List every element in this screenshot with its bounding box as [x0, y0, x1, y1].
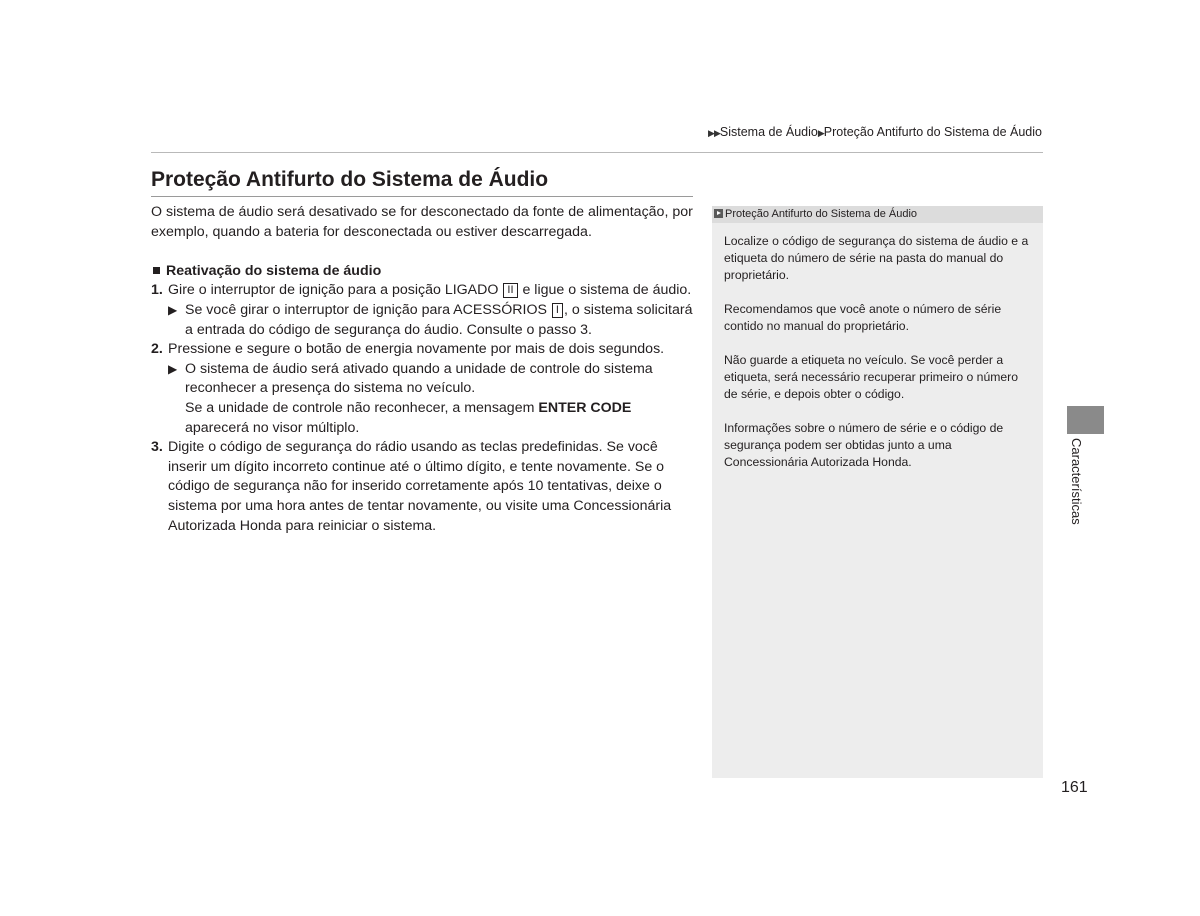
step-3	[151, 438, 696, 536]
step-2	[151, 340, 696, 438]
sidebar-paragraph: Informações sobre o número de série e o código de segurança podem ser obtidas junto a uma Concessionária Autorizada Honda.	[724, 421, 1004, 469]
enter-code-message: ENTER CODE	[538, 399, 632, 416]
ignition-accessory-key-icon: I	[552, 303, 563, 318]
step-note	[168, 301, 696, 340]
step-note-continuation	[168, 399, 696, 438]
step-text: Gire o interruptor de ignição para a posição LIGADO	[168, 282, 499, 299]
step-text: Pressione e segure o botão de energia novamente por mais de dois segundos.	[168, 341, 665, 358]
breadcrumb-item-audio-system[interactable]: Sistema de Áudio	[719, 125, 818, 139]
reference-arrow-icon	[714, 209, 723, 218]
ignition-on-key-icon: II	[503, 283, 517, 298]
page-number: 161	[1061, 779, 1088, 796]
sidebar-paragraph: Não guarde a etiqueta no veículo. Se você perder a etiqueta, será necessário recuperar primeiro o número de série, e depois obter o código.	[724, 353, 1018, 401]
step-number: 1.	[151, 282, 163, 299]
sidebar-header-text: Proteção Antifurto do Sistema de Áudio	[725, 208, 918, 220]
step-text: Digite o código de segurança do rádio usando as teclas predefinidas. Se você inserir um dígito incorreto continue até o último dígito, e tente novamente. Se o código de segurança não for inserido corretamente após 10 tentativas, deixe o sistema por uma hora antes de tentar novamente, ou visite uma Concessionária Autorizada Honda para reiniciar o sistema.	[168, 439, 672, 534]
sidebar-paragraph: Recomendamos que você anote o número de série contido no manual do proprietário.	[724, 302, 1002, 333]
step-note	[168, 360, 696, 399]
sidebar-paragraph: Localize o código de segurança do sistema de áudio e a etiqueta do número de série na pasta do manual do proprietário.	[724, 234, 1029, 282]
breadcrumb-arrow-icon: ▶▶	[708, 128, 720, 138]
breadcrumb	[708, 125, 1042, 139]
header-divider	[151, 152, 1043, 153]
step-number: 2.	[151, 341, 163, 358]
step-1	[151, 281, 696, 340]
sidebar-header	[712, 206, 1043, 223]
sidebar-body	[712, 223, 1043, 471]
note-text: Se a unidade de controle não reconhecer, a mensagem	[185, 399, 535, 416]
step-text: e ligue o sistema de áudio.	[522, 282, 692, 299]
note-text: Se você girar o interruptor de ignição para ACESSÓRIOS	[185, 301, 547, 318]
chapter-tab[interactable]	[1067, 406, 1104, 434]
page-title: Proteção Antifurto do Sistema de Áudio	[151, 168, 549, 191]
intro-paragraph: O sistema de áudio será desativado se for desconectado da fonte de alimentação, por exemplo, quando a bateria for desconectada ou estiver descarregada.	[151, 204, 693, 240]
section-heading-text: Reativação do sistema de áudio	[166, 262, 382, 279]
chapter-tab-label: Características	[1069, 438, 1084, 525]
main-content	[151, 203, 696, 536]
breadcrumb-arrow-icon: ▶	[817, 128, 824, 138]
section-heading	[151, 262, 696, 282]
step-number: 3.	[151, 439, 163, 456]
sidebar-note-panel	[712, 206, 1043, 778]
square-bullet-icon	[153, 267, 160, 274]
arrow-right-icon: ▶	[168, 302, 178, 317]
title-divider	[151, 196, 693, 197]
note-text: O sistema de áudio será ativado quando a unidade de controle do sistema reconhecer a presença do sistema no veículo.	[185, 360, 653, 397]
note-text: aparecerá no visor múltiplo.	[185, 419, 360, 436]
arrow-right-icon: ▶	[168, 361, 178, 376]
note-text: , o sistema solicitará a entrada do código de segurança do áudio. Consulte o passo 3.	[185, 301, 693, 338]
breadcrumb-item-current[interactable]: Proteção Antifurto do Sistema de Áudio	[823, 125, 1042, 139]
